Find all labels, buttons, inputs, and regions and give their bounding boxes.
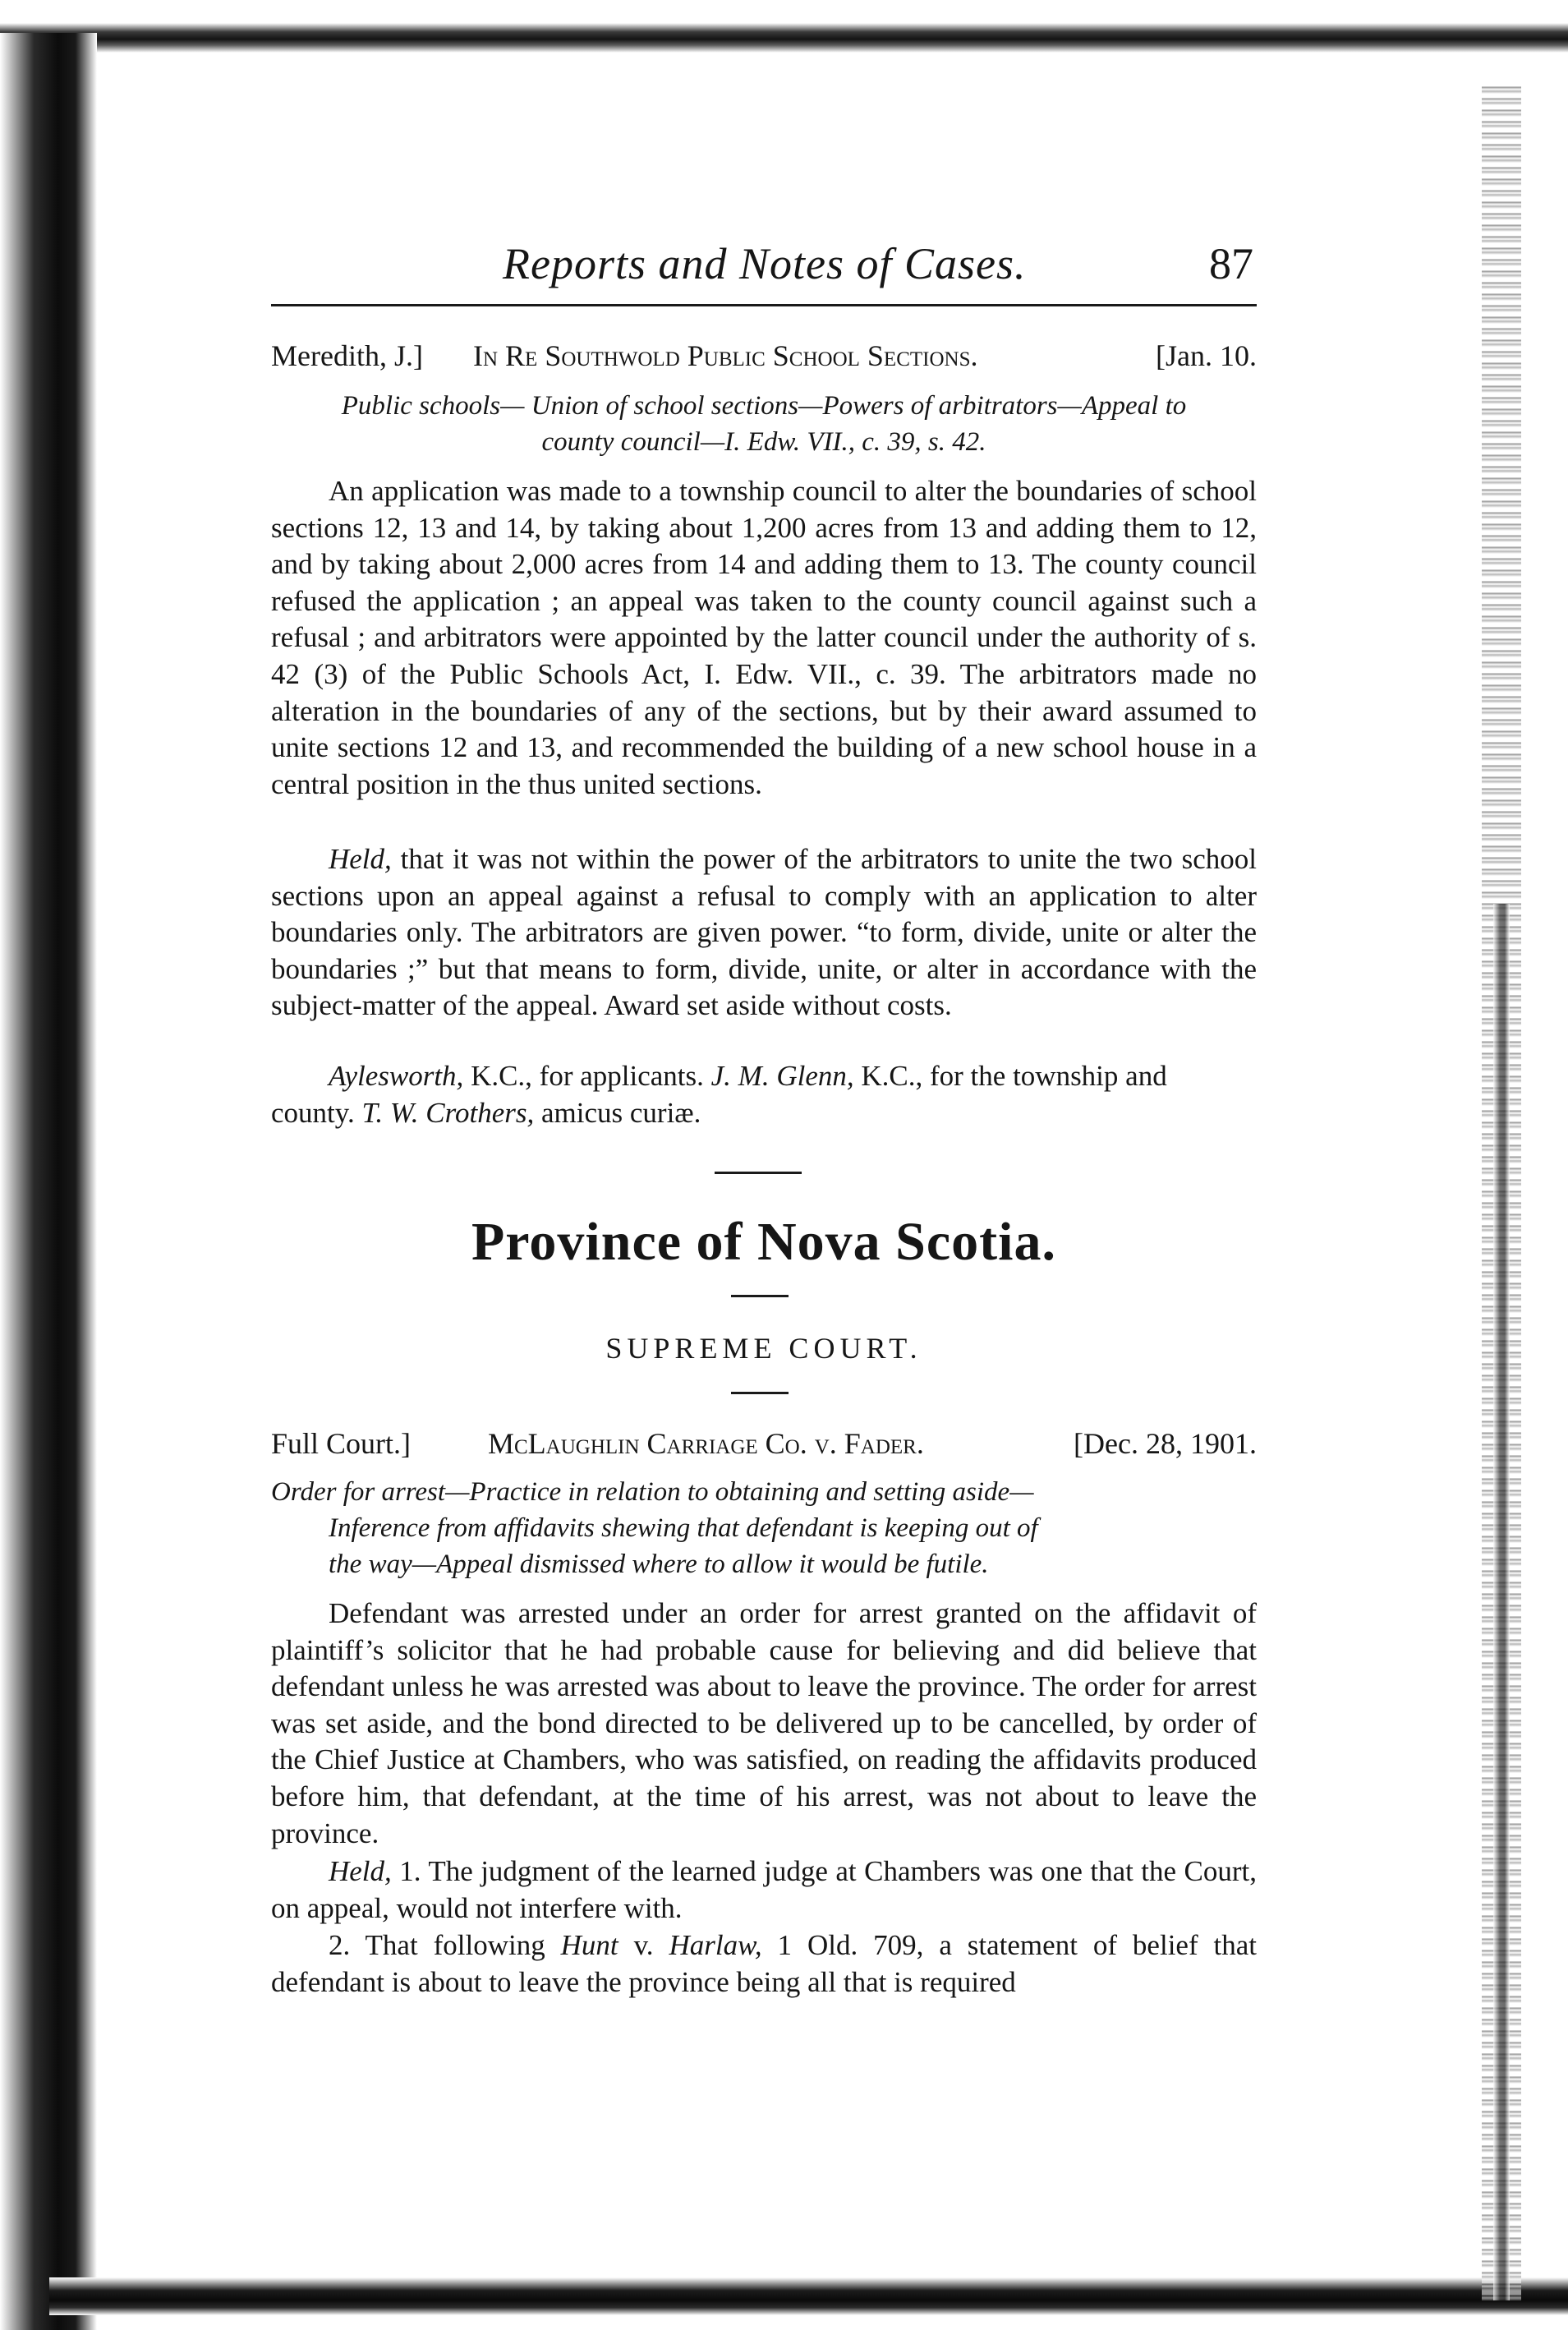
case2-facts bbox=[271, 1596, 1257, 1852]
case2-held-text: 1. The judgment of the learned judge at Chambers was one that the Court, on appeal, would not interfere with. bbox=[271, 1855, 1257, 1924]
case2-point2-a: 2. That following bbox=[329, 1929, 561, 1961]
case2-point2-case2: Harlaw, bbox=[669, 1929, 762, 1961]
case2-point2-v: v. bbox=[618, 1929, 669, 1961]
case2-court: Full Court.] bbox=[271, 1427, 412, 1460]
case2-name: McLaughlin Carriage Co. v. Fader. bbox=[488, 1427, 924, 1460]
section-rule-bottom bbox=[731, 1392, 789, 1394]
case1-facts-rest: of school sections 12, 13 and 14, by taking about 1,200 acres from 13 and adding them to 12, and by taking about 2,000 acres from 14 and adding them to 13. The county council refused the application ; an appeal was taken to the county council against such a refusal ; and arbitrators were appointed by the latter council under the authority of s. 42 (3) of the Public Schools Act, I. Edw. VII., c. 39. The arbitrators made no alteration in the boundaries of any of the sections, but by their award assumed to unite sections 12 and 13, and recommended the building of a new school house in a central position in the thus united sections. bbox=[271, 475, 1257, 800]
case1-date: [Jan. 10. bbox=[1156, 339, 1257, 372]
case1-headnote bbox=[271, 388, 1257, 460]
case1-held bbox=[271, 841, 1257, 1025]
scan-edge-top bbox=[0, 23, 1568, 53]
scan-edge-right-shadow bbox=[1493, 904, 1510, 2300]
counsel-role-2: K.C., for the township and county. bbox=[271, 1060, 1167, 1129]
scan-edge-bottom bbox=[49, 2277, 1568, 2315]
section-rule-middle bbox=[731, 1295, 789, 1297]
counsel-name-1: Aylesworth, bbox=[329, 1060, 464, 1092]
case1-counsel bbox=[271, 1058, 1257, 1131]
case2-held-word: Held, bbox=[329, 1855, 392, 1887]
counsel-role-3: amicus curiæ. bbox=[534, 1096, 701, 1129]
counsel-role-1: K.C., for applicants. bbox=[463, 1060, 711, 1092]
case2-facts-text: Defendant was arrested under an order for arrest granted on the affidavit of plaintiff’s solicitor that he had probable cause for believing and did believe that defendant unless he was arrested was about to leave the province. The order for arrest was set aside, and the bond directed to be delivered up to be cancelled, by order of the Chief Justice at Chambers, who was satisfied, on reading the affidavits produced before him, that defendant, at the time of his arrest, was not about to leave the province. bbox=[271, 1597, 1257, 1849]
section-rule-top bbox=[715, 1172, 802, 1174]
case1-name: In Re Southwold Public School Sections. bbox=[473, 339, 978, 372]
case2-date: [Dec. 28, 1901. bbox=[1074, 1427, 1257, 1460]
counsel-name-3: T. W. Crothers, bbox=[361, 1096, 535, 1129]
case2-headnote bbox=[271, 1474, 1257, 1582]
province-title: Province of Nova Scotia. bbox=[471, 1212, 1056, 1272]
case2-point2 bbox=[271, 1927, 1257, 2001]
page-number: 87 bbox=[1209, 239, 1253, 288]
header-rule bbox=[271, 304, 1257, 306]
case1-judge: Meredith, J.] bbox=[271, 339, 423, 372]
case1-held-text: that it was not within the power of the arbitrators to unite the two school sections upon an appeal against a refusal to comply with an application to alter boundaries only. The arbitrators are given power. “to form, divide, unite or alter the boundaries ;” but that means to form, divide, unite, or alter in accordance with the subject-matter of the appeal. Award set aside without costs. bbox=[271, 843, 1257, 1022]
case1-held-word: Held, bbox=[329, 843, 392, 875]
case1-facts bbox=[271, 473, 1257, 803]
case2-point2-case1: Hunt bbox=[560, 1929, 618, 1961]
case2-headnote-line1: Order for arrest—Practice in relation to obtaining and setting aside— bbox=[271, 1477, 1034, 1507]
case1-headnote-line2: county council—I. Edw. VII., c. 39, s. 42. bbox=[541, 427, 986, 457]
case1-facts-line1: An application was made to a township council to alter the boundaries bbox=[329, 475, 1143, 507]
scan-edge-left bbox=[0, 33, 97, 2330]
case2-held bbox=[271, 1853, 1257, 1927]
case1-headnote-line1: Public schools— Union of school sections—Powers of arbitrators—Appeal to bbox=[341, 391, 1187, 421]
case2-point2-b: 1 Old. 709, a statement of belief that defendant is about to leave the province being all that is required bbox=[271, 1929, 1258, 1998]
counsel-name-2: J. M. Glenn, bbox=[710, 1060, 854, 1092]
case2-headnote-line2: Inference from affidavits shewing that defendant is keeping out of bbox=[329, 1513, 1038, 1543]
court-title: SUPREME COURT. bbox=[605, 1332, 922, 1365]
running-header-title: Reports and Notes of Cases. bbox=[503, 239, 1027, 288]
case2-headnote-line3: the way—Appeal dismissed where to allow it would be futile. bbox=[329, 1549, 989, 1579]
